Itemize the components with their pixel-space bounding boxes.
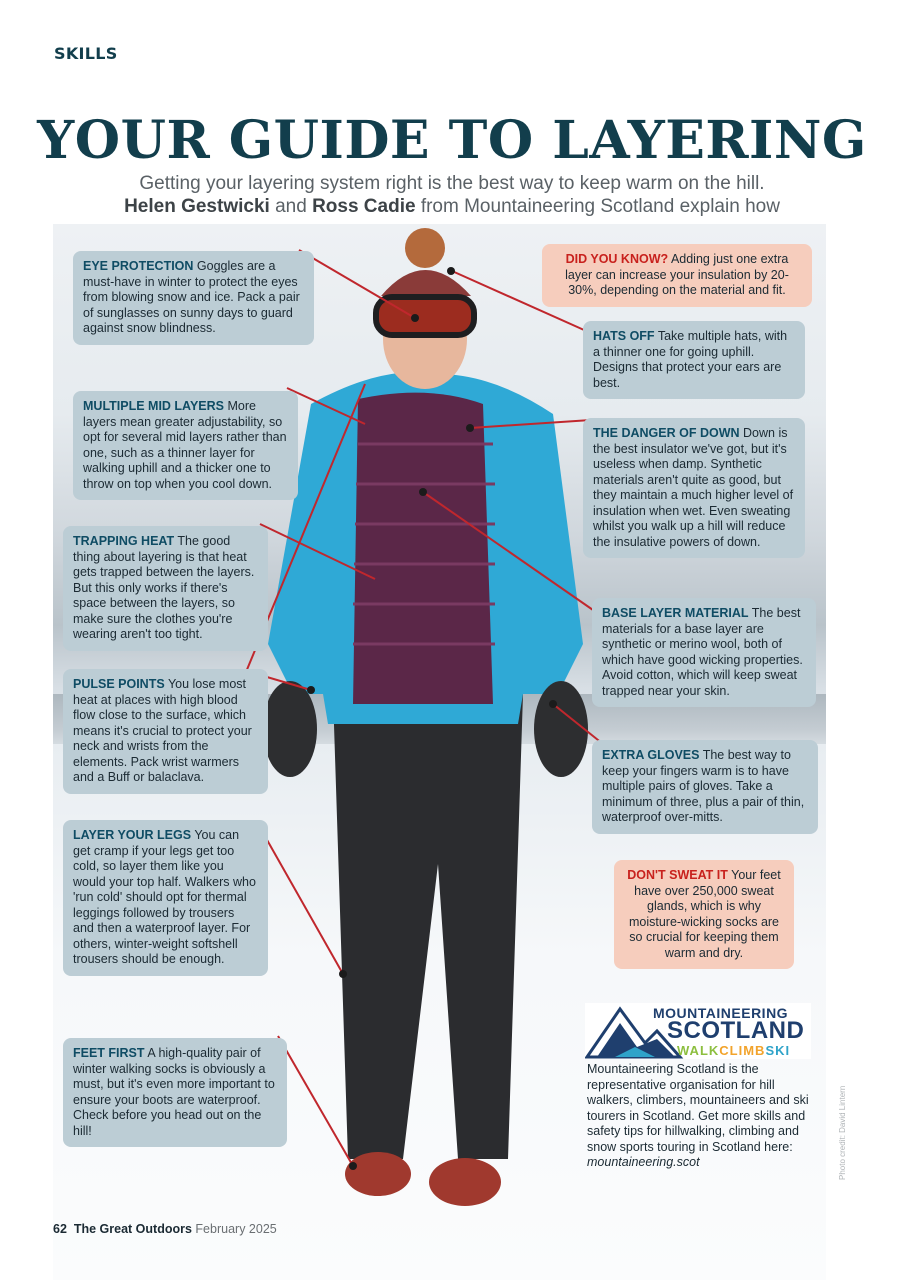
logo-tagline [677, 1043, 790, 1058]
callout-heading: DON'T SWEAT IT [627, 868, 728, 882]
callout-dont-sweat-it [614, 860, 794, 969]
tip-body: A high-quality pair of winter walking socks is obviously a must, but it's even more important to ensure your boots are waterproof. Check before you head out on the hill! [73, 1046, 275, 1138]
logo-climb: CLIMB [719, 1043, 766, 1058]
tip-heading: THE DANGER OF DOWN [593, 426, 740, 440]
about-mountaineering-scotland [587, 1062, 812, 1171]
tip-heading: FEET FIRST [73, 1046, 145, 1060]
article-title: YOUR GUIDE TO LAYERING [37, 110, 867, 171]
tip-feet-first [63, 1038, 287, 1147]
author-2: Ross Cadie [312, 196, 416, 217]
tip-eye-protection [73, 251, 314, 345]
tip-heading: TRAPPING HEAT [73, 534, 175, 548]
tip-hats-off [583, 321, 805, 399]
section-tag: SKILLS [54, 44, 118, 63]
callout-body: Your feet have over 250,000 sweat glands, which is why moisture-wicking socks are so crucial for keeping them warm and dry. [628, 868, 781, 960]
standfirst-line1: Getting your layering system right is the best way to keep warm on the hill. [139, 173, 765, 194]
mountaineering-scotland-logo [585, 1003, 811, 1059]
tip-body: The best materials for a base layer are synthetic or merino wool, both of which have good wicking properties. Avoid cotton, which will keep sweat trapped near your skin. [602, 606, 803, 698]
tip-heading: MULTIPLE MID LAYERS [83, 399, 224, 413]
page-footer [53, 1222, 277, 1236]
tip-danger-of-down [583, 418, 805, 558]
page-number: 62 [53, 1222, 67, 1236]
logo-line2: SCOTLAND [667, 1017, 805, 1044]
tip-multiple-mid-layers [73, 391, 298, 500]
logo-ski: SKI [765, 1043, 791, 1058]
tip-heading: HATS OFF [593, 329, 655, 343]
tip-body: Take multiple hats, with a thinner one for going uphill. Designs that protect your ears are best. [593, 329, 788, 390]
tip-pulse-points [63, 669, 268, 794]
tip-body: The good thing about layering is that heat gets trapped between the layers. But this only works if there's space between the layers, so make sure the clothes you're wearing aren't too tight. [73, 534, 255, 641]
photo-credit: Photo credit: David Lintern [838, 1085, 847, 1180]
magazine-name: The Great Outdoors [73, 1222, 192, 1236]
tip-heading: EXTRA GLOVES [602, 748, 700, 762]
callout-body: Adding just one extra layer can increase your insulation by 20-30%, depending on the material and fit. [565, 252, 789, 297]
tip-heading: PULSE POINTS [73, 677, 165, 691]
tip-heading: LAYER YOUR LEGS [73, 828, 192, 842]
tip-heading: EYE PROTECTION [83, 259, 194, 273]
about-text: Mountaineering Scotland is the representative organisation for hill walkers, climbers, mountaineers and ski tourers in Scotland. Get more skills and safety tips for hillwalking, climbing and snow sports touring in Scotland here: [587, 1062, 809, 1154]
tip-body: Goggles are a must-have in winter to protect the eyes from blowing snow and ice. Pack a pair of sunglasses on sunny days to guard against snow blindness. [83, 259, 300, 335]
callout-did-you-know [542, 244, 812, 307]
tip-body: You can get cramp if your legs get too cold, so layer them like you would your top half. Walkers who 'run cold' should opt for thermal leggings followed by trousers and then a waterproof layer. For others, winter-weight softshell trousers should be enough. [73, 828, 256, 966]
tip-base-layer-material [592, 598, 816, 707]
tip-body: You lose most heat at places with high blood flow close to the surface, which means it's crucial to protect your neck and wrists from the elements. Pack wrist warmers and a Buff or balaclava. [73, 677, 252, 784]
issue-date: February 2025 [195, 1222, 277, 1236]
tip-layer-your-legs [63, 820, 268, 976]
tip-body: Down is the best insulator we've got, but it's useless when damp. Synthetic materials aren't quite as good, but they maintain a much higher level of insulation when wet. Even sweating whilst you walk up a hill will reduce the insulative powers of down. [593, 426, 794, 549]
tip-body: The best way to keep your fingers warm is to have multiple pairs of gloves. Take a minimum of three, plus a pair of thin, waterproof over-mitts. [602, 748, 805, 824]
standfirst-and: and [269, 196, 313, 217]
about-url: mountaineering.scot [587, 1155, 700, 1169]
logo-line1: MOUNTAINEERING [653, 1005, 789, 1021]
standfirst-rest: from Mountaineering Scotland explain how [415, 196, 780, 217]
author-1: Helen Gestwicki [124, 196, 270, 217]
tip-body: More layers mean greater adjustability, so opt for several mid layers rather than one, such as a thinner layer for walking uphill and a thicker one to throw on top when you cool down. [83, 399, 287, 491]
standfirst [0, 172, 904, 218]
logo-walk: WALK [677, 1043, 720, 1058]
standfirst-line2 [0, 195, 904, 218]
tip-heading: BASE LAYER MATERIAL [602, 606, 749, 620]
tip-trapping-heat [63, 526, 268, 651]
callout-heading: DID YOU KNOW? [565, 252, 669, 266]
tip-extra-gloves [592, 740, 818, 834]
